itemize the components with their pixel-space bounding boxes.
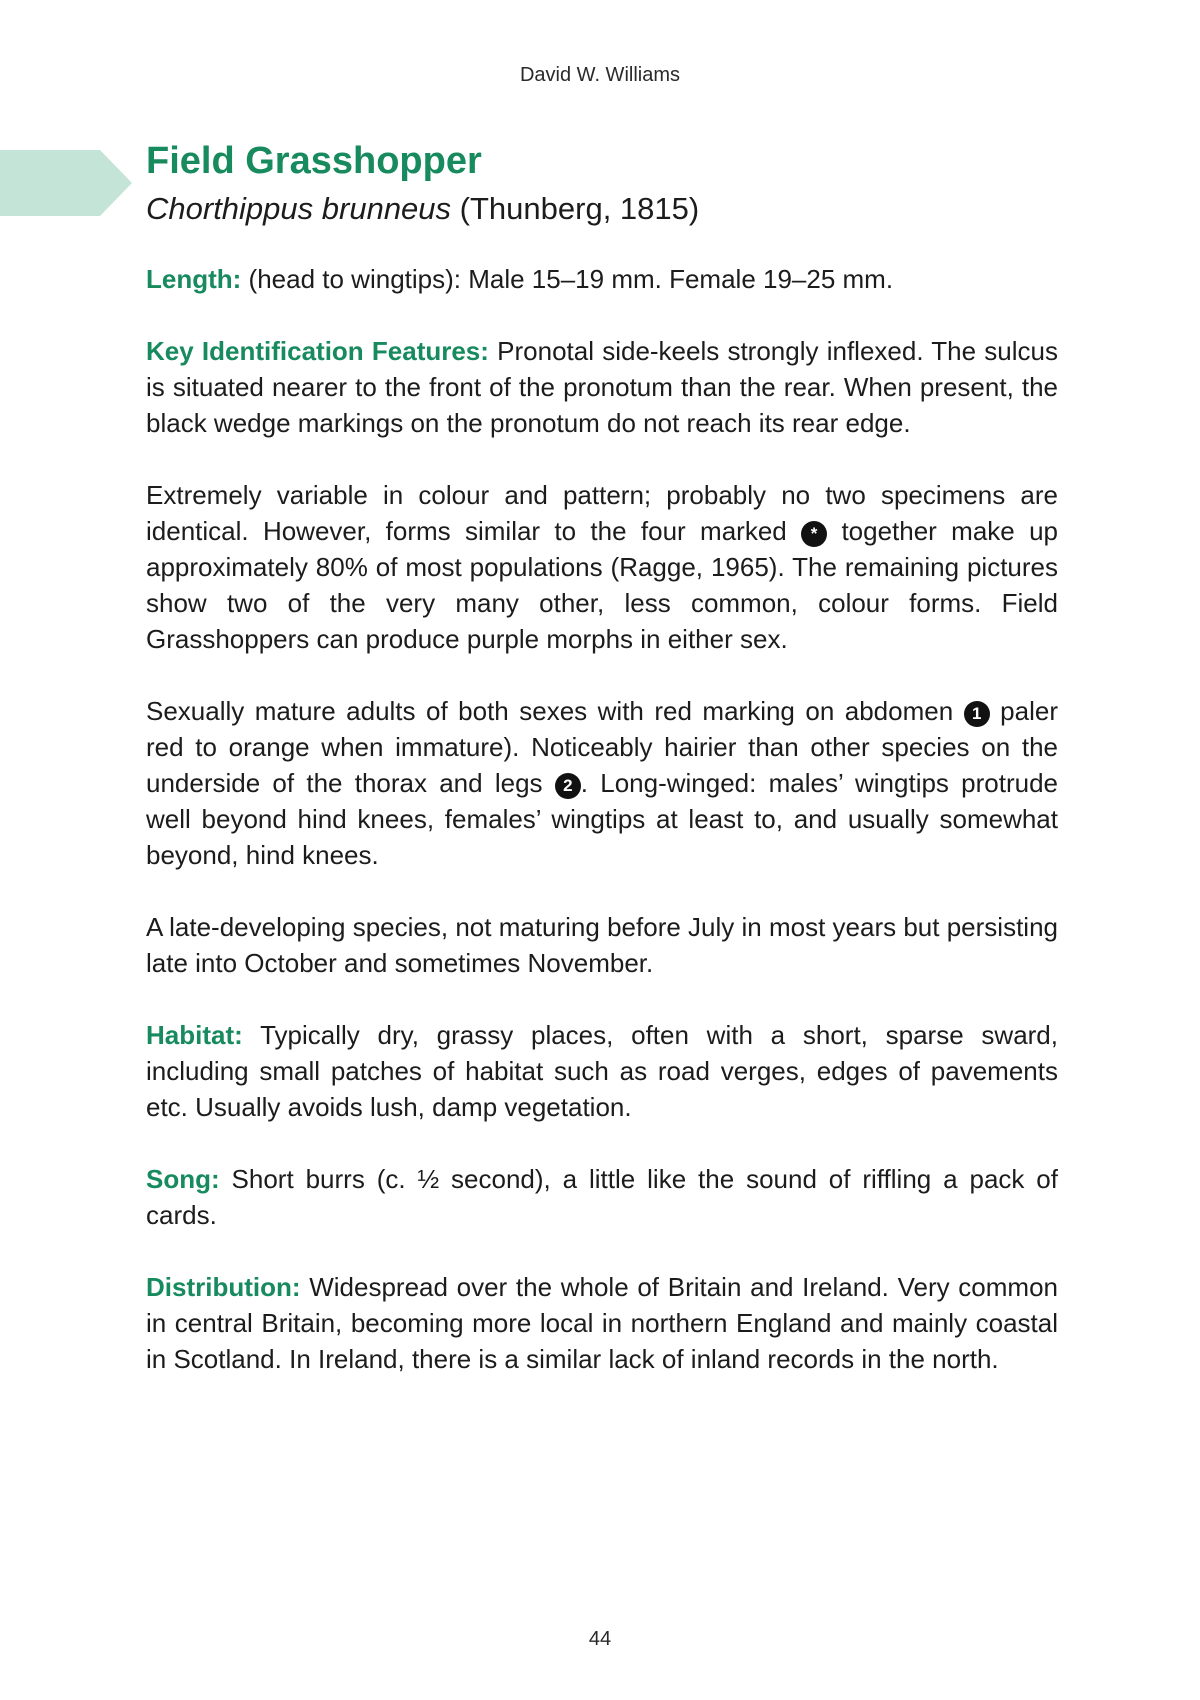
song-label: Song:	[146, 1163, 220, 1194]
key-features-paragraph	[146, 333, 1058, 441]
number-two-badge: 2	[555, 773, 581, 799]
maturity-paragraph	[146, 693, 1058, 873]
length-text: (head to wingtips): Male 15–19 mm. Female 19–25 mm.	[248, 263, 894, 294]
variability-text-after: together make up approximately 80% of most populations (Ragge, 1965). The remaining pictures show two of the very many other, less common, colour forms. Field Grasshoppers can produce purple morphs in either sex.	[146, 515, 1059, 654]
variability-paragraph	[146, 477, 1058, 657]
distribution-text: Widespread over the whole of Britain and Ireland. Very common in central Britain, becoming more local in northern England and mainly coastal in Scotland. In Ireland, there is a similar lack of inland records in the north.	[146, 1271, 1058, 1374]
maturity-text-part2: paler red to orange when immature). Noticeably hairier than other species on the underside of the thorax and legs	[146, 695, 1058, 798]
habitat-paragraph	[146, 1017, 1058, 1125]
habitat-text: Typically dry, grassy places, often with a short, sparse sward, including small patches of habitat such as road verges, edges of pavements etc. Usually avoids lush, damp vegetation.	[146, 1019, 1058, 1122]
length-paragraph	[146, 261, 1058, 297]
key-features-label: Key Identification Features:	[146, 335, 489, 366]
asterisk-marker-badge: *	[801, 521, 827, 547]
number-one-badge: 1	[964, 701, 990, 727]
species-common-name: Field Grasshopper	[146, 140, 482, 182]
species-scientific-line	[146, 190, 1058, 227]
species-authority: (Thunberg, 1815)	[459, 190, 700, 226]
maturity-text-part1: Sexually mature adults of both sexes with red marking on abdomen	[146, 695, 954, 726]
maturity-text-part3: . Long-winged: males’ wingtips protrude well beyond hind knees, females’ wingtips at least to, and usually somewhat beyond, hind knees.	[146, 767, 1059, 870]
length-label: Length:	[146, 263, 242, 294]
distribution-paragraph	[146, 1269, 1058, 1377]
song-paragraph	[146, 1161, 1058, 1233]
variability-text-before: Extremely variable in colour and pattern; probably no two specimens are identical. However, forms similar to the four marked	[146, 479, 1058, 546]
habitat-label: Habitat:	[146, 1019, 243, 1050]
section-tab-marker	[0, 150, 132, 216]
distribution-label: Distribution:	[146, 1271, 301, 1302]
running-header-author: David W. Williams	[519, 64, 680, 86]
species-scientific-name: Chorthippus brunneus	[146, 190, 452, 226]
season-paragraph: A late-developing species, not maturing before July in most years but persisting late into October and sometimes November.	[146, 911, 1058, 978]
species-entry	[146, 140, 1058, 1377]
song-text: Short burrs (c. ½ second), a little like the sound of riffling a pack of cards.	[146, 1163, 1058, 1230]
key-features-text: Pronotal side-keels strongly inflexed. The sulcus is situated nearer to the front of the pronotum than the rear. When present, the black wedge markings on the pronotum do not reach its rear edge.	[146, 335, 1058, 438]
page-number: 44	[588, 1628, 612, 1650]
